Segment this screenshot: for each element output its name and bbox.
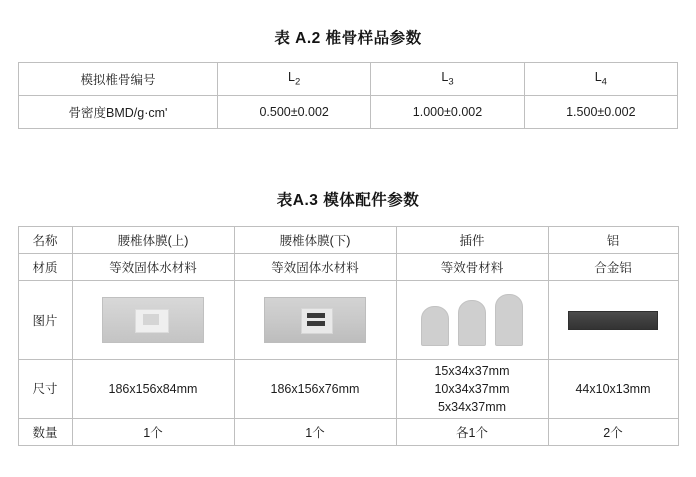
cell-picture-col4: [548, 281, 678, 360]
table-row-quantity: [18, 419, 678, 446]
table-row-picture: [18, 281, 678, 360]
cell-size-col3: [396, 360, 548, 419]
table-row-size: [18, 360, 678, 419]
cell-text: L: [288, 70, 295, 85]
cell-vertebra-l2: [218, 63, 371, 96]
insert-block-large: [495, 294, 523, 346]
cell-quantity-col3: 各1个: [396, 419, 548, 446]
cell-subscript: 3: [448, 76, 454, 88]
cell-text: L: [594, 70, 602, 85]
row-label-size: 尺寸: [18, 360, 72, 419]
cell-picture-col1: [72, 281, 234, 360]
row-label-picture: 图片: [18, 281, 72, 360]
size-line: 44x10x13mm: [575, 382, 651, 396]
cell-name-col2: 腰椎体膜(下): [234, 227, 396, 254]
cell-name-col1: 腰椎体膜(上): [72, 227, 234, 254]
cell-material-col4: 合金铝: [548, 254, 678, 281]
cell-size-col2: [234, 360, 396, 419]
table-a2-title: 表 A.2 椎骨样品参数: [274, 30, 422, 47]
size-line: 10x34x37mm: [434, 382, 510, 396]
lumbar-membrane-lower-photo: [237, 281, 394, 359]
cell-subscript: 4: [601, 76, 607, 88]
cell-picture-col2: [234, 281, 396, 360]
table-row: [19, 63, 678, 96]
table-row-name: [18, 227, 678, 254]
table-a2: [18, 62, 678, 129]
row-label-material: 材质: [18, 254, 72, 281]
size-line: 186x156x84mm: [108, 382, 198, 396]
size-line: 186x156x76mm: [270, 382, 360, 396]
table-a2-block: [0, 0, 696, 129]
aluminium-bar-graphic: [568, 311, 658, 330]
cell-name-col4: 铝: [548, 227, 678, 254]
cell-quantity-col2: 1个: [234, 419, 396, 446]
insert-blocks-photo: [399, 281, 546, 359]
row-label-bmd: 骨密度BMD/g·cm': [19, 96, 218, 129]
table-a3-block: [0, 188, 696, 446]
table-a3: [18, 226, 679, 446]
cell-quantity-col1: 1个: [72, 419, 234, 446]
aluminium-bar-photo: [551, 281, 676, 359]
cell-subscript: 2: [294, 76, 301, 88]
table-a3-title: 表A.3 模体配件参数: [276, 192, 420, 209]
size-line: 15x34x37mm: [434, 364, 510, 378]
phantom-slab-lower-graphic: [264, 297, 366, 343]
insert-block-medium: [458, 300, 486, 346]
cell-vertebra-l3: [371, 63, 524, 96]
lumbar-membrane-upper-photo: [75, 281, 232, 359]
row-label-name: 名称: [18, 227, 72, 254]
cell-name-col3: 插件: [396, 227, 548, 254]
cell-size-col1: [72, 360, 234, 419]
cell-material-col3: 等效骨材料: [396, 254, 548, 281]
size-line: 5x34x37mm: [437, 400, 507, 414]
cell-size-col4: [548, 360, 678, 419]
row-label-quantity: 数量: [18, 419, 72, 446]
table-row-material: [18, 254, 678, 281]
insert-blocks-graphic: [421, 294, 523, 346]
cell-quantity-col4: 2个: [548, 419, 678, 446]
cell-vertebra-l4: [524, 63, 677, 96]
cell-text: L: [441, 70, 449, 85]
cell-bmd-l4: 1.500±0.002: [524, 96, 677, 129]
phantom-slab-upper-graphic: [102, 297, 204, 343]
row-label-vertebra-id: 模拟椎骨编号: [19, 63, 218, 96]
cell-material-col1: 等效固体水材料: [72, 254, 234, 281]
cell-picture-col3: [396, 281, 548, 360]
insert-block-small: [421, 306, 449, 346]
table-row: [19, 96, 678, 129]
cell-bmd-l2: 0.500±0.002: [218, 96, 371, 129]
cell-material-col2: 等效固体水材料: [234, 254, 396, 281]
cell-bmd-l3: 1.000±0.002: [371, 96, 524, 129]
